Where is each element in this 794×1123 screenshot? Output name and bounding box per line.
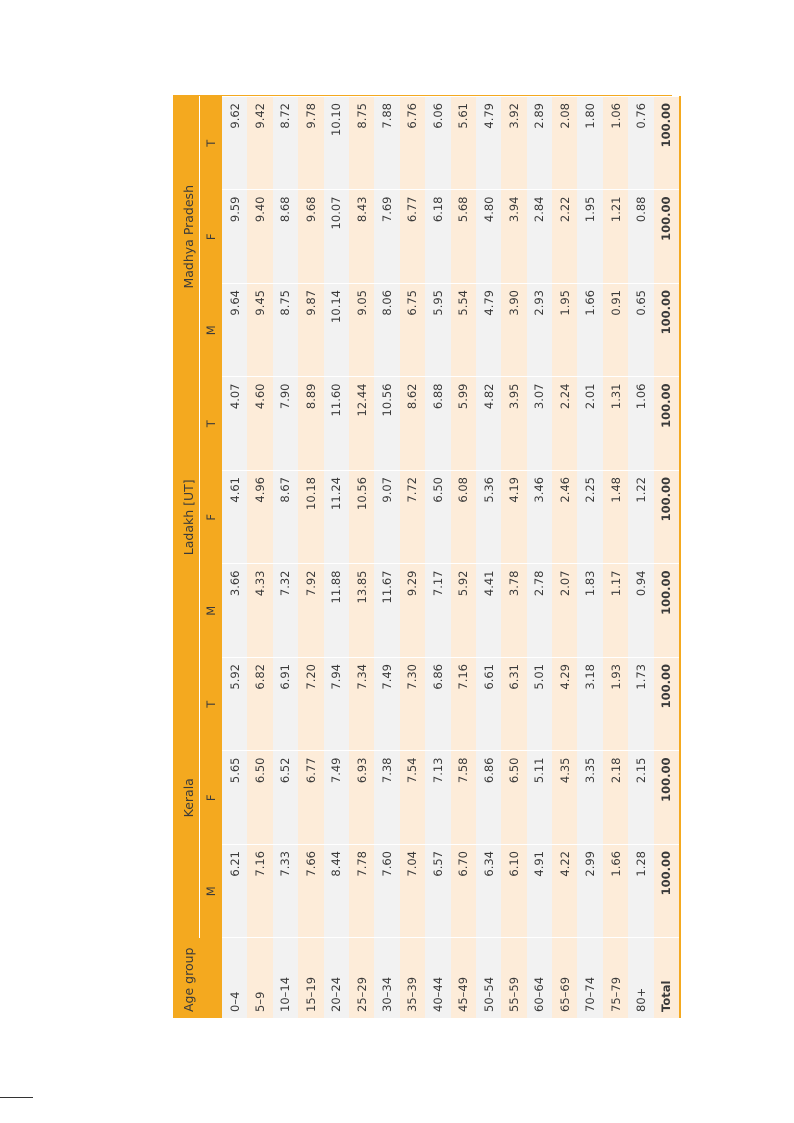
value-cell: 1.95 — [577, 190, 602, 284]
value-cell: 100.00 — [654, 845, 680, 939]
value-cell: 2.18 — [603, 751, 628, 845]
value-cell: 9.07 — [374, 471, 399, 565]
value-cell: 2.84 — [527, 190, 552, 284]
value-cell: 4.80 — [476, 190, 501, 284]
value-cell: 1.80 — [577, 97, 602, 191]
total-row — [654, 97, 680, 1019]
value-cell: 3.35 — [577, 751, 602, 845]
table-row — [247, 97, 272, 1019]
age-group-cell: 60–64 — [527, 938, 552, 1018]
value-cell: 3.66 — [222, 564, 247, 658]
value-cell: 11.67 — [374, 564, 399, 658]
age-group-cell: 40–44 — [425, 938, 450, 1018]
table-row — [400, 97, 425, 1019]
value-cell: 4.29 — [552, 658, 577, 752]
table-row — [451, 97, 476, 1019]
value-cell: 2.15 — [628, 751, 653, 845]
age-group-cell: 70–74 — [577, 938, 602, 1018]
value-cell: 8.75 — [349, 97, 374, 191]
value-cell: 5.99 — [451, 377, 476, 471]
age-group-cell: 20–24 — [324, 938, 349, 1018]
value-cell: 1.31 — [603, 377, 628, 471]
value-cell: 6.06 — [425, 97, 450, 191]
state-header-kerala: Kerala — [173, 658, 200, 939]
value-cell: 1.66 — [577, 284, 602, 378]
table-row — [552, 97, 577, 1019]
value-cell: 5.01 — [527, 658, 552, 752]
table-row — [425, 97, 450, 1019]
value-cell: 7.20 — [298, 658, 323, 752]
value-cell: 9.64 — [222, 284, 247, 378]
table-row — [603, 97, 628, 1019]
table-row — [273, 97, 298, 1019]
value-cell: 4.91 — [527, 845, 552, 939]
value-cell: 0.88 — [628, 190, 653, 284]
value-cell: 4.22 — [552, 845, 577, 939]
sub-header-m: M — [200, 564, 223, 658]
value-cell: 2.93 — [527, 284, 552, 378]
value-cell: 6.86 — [425, 658, 450, 752]
value-cell: 6.76 — [400, 97, 425, 191]
value-cell: 100.00 — [654, 658, 680, 752]
value-cell: 100.00 — [654, 564, 680, 658]
value-cell: 7.92 — [298, 564, 323, 658]
value-cell: 6.91 — [273, 658, 298, 752]
sub-header-f: F — [200, 190, 223, 284]
value-cell: 8.72 — [273, 97, 298, 191]
value-cell: 7.04 — [400, 845, 425, 939]
value-cell: 6.86 — [476, 751, 501, 845]
value-cell: 5.92 — [222, 658, 247, 752]
value-cell: 6.61 — [476, 658, 501, 752]
value-cell: 5.92 — [451, 564, 476, 658]
value-cell: 7.94 — [324, 658, 349, 752]
table-row — [374, 97, 399, 1019]
value-cell: 1.06 — [628, 377, 653, 471]
value-cell: 2.24 — [552, 377, 577, 471]
value-cell: 1.28 — [628, 845, 653, 939]
sub-header-m: M — [200, 845, 223, 939]
value-cell: 8.06 — [374, 284, 399, 378]
value-cell: 3.95 — [501, 377, 526, 471]
value-cell: 11.24 — [324, 471, 349, 565]
value-cell: 7.13 — [425, 751, 450, 845]
value-cell: 6.82 — [247, 658, 272, 752]
value-cell: 3.18 — [577, 658, 602, 752]
value-cell: 7.90 — [273, 377, 298, 471]
age-group-cell: 50–54 — [476, 938, 501, 1018]
sub-header-t: T — [200, 658, 223, 752]
value-cell: 9.68 — [298, 190, 323, 284]
value-cell: 4.41 — [476, 564, 501, 658]
age-group-cell: 45–49 — [451, 938, 476, 1018]
age-group-cell: 55–59 — [501, 938, 526, 1018]
value-cell: 1.48 — [603, 471, 628, 565]
age-group-cell: Total — [654, 938, 680, 1018]
value-cell: 8.75 — [273, 284, 298, 378]
age-group-cell: 30–34 — [374, 938, 399, 1018]
value-cell: 6.34 — [476, 845, 501, 939]
value-cell: 9.29 — [400, 564, 425, 658]
age-group-cell: 75–79 — [603, 938, 628, 1018]
value-cell: 2.01 — [577, 377, 602, 471]
value-cell: 4.96 — [247, 471, 272, 565]
age-group-cell: 80+ — [628, 938, 653, 1018]
value-cell: 7.69 — [374, 190, 399, 284]
value-cell: 5.68 — [451, 190, 476, 284]
value-cell: 10.18 — [298, 471, 323, 565]
value-cell: 2.89 — [527, 97, 552, 191]
header-row-sex — [200, 97, 223, 1019]
table-row — [222, 97, 247, 1019]
sub-header-f: F — [200, 751, 223, 845]
value-cell: 2.25 — [577, 471, 602, 565]
value-cell: 8.67 — [273, 471, 298, 565]
value-cell: 3.07 — [527, 377, 552, 471]
value-cell: 0.91 — [603, 284, 628, 378]
value-cell: 6.50 — [247, 751, 272, 845]
value-cell: 8.62 — [400, 377, 425, 471]
value-cell: 4.60 — [247, 377, 272, 471]
value-cell: 3.78 — [501, 564, 526, 658]
age-group-cell: 35–39 — [400, 938, 425, 1018]
value-cell: 0.94 — [628, 564, 653, 658]
value-cell: 3.46 — [527, 471, 552, 565]
value-cell: 9.87 — [298, 284, 323, 378]
value-cell: 8.68 — [273, 190, 298, 284]
value-cell: 6.77 — [400, 190, 425, 284]
table-row — [349, 97, 374, 1019]
value-cell: 9.40 — [247, 190, 272, 284]
sub-header-f: F — [200, 471, 223, 565]
value-cell: 10.14 — [324, 284, 349, 378]
value-cell: 6.18 — [425, 190, 450, 284]
value-cell: 3.90 — [501, 284, 526, 378]
value-cell: 1.17 — [603, 564, 628, 658]
value-cell: 6.52 — [273, 751, 298, 845]
value-cell: 6.77 — [298, 751, 323, 845]
value-cell: 7.16 — [247, 845, 272, 939]
value-cell: 7.78 — [349, 845, 374, 939]
value-cell: 9.45 — [247, 284, 272, 378]
value-cell: 1.95 — [552, 284, 577, 378]
value-cell: 5.54 — [451, 284, 476, 378]
value-cell: 1.93 — [603, 658, 628, 752]
value-cell: 1.83 — [577, 564, 602, 658]
value-cell: 2.78 — [527, 564, 552, 658]
value-cell: 5.36 — [476, 471, 501, 565]
value-cell: 9.62 — [222, 97, 247, 191]
value-cell: 7.72 — [400, 471, 425, 565]
value-cell: 100.00 — [654, 97, 680, 191]
sub-header-t: T — [200, 377, 223, 471]
value-cell: 6.75 — [400, 284, 425, 378]
table-row — [527, 97, 552, 1019]
sub-header-m: M — [200, 284, 223, 378]
value-cell: 2.46 — [552, 471, 577, 565]
value-cell: 7.32 — [273, 564, 298, 658]
table-row — [476, 97, 501, 1019]
value-cell: 6.21 — [222, 845, 247, 939]
value-cell: 1.66 — [603, 845, 628, 939]
value-cell: 7.58 — [451, 751, 476, 845]
value-cell: 8.89 — [298, 377, 323, 471]
value-cell: 6.88 — [425, 377, 450, 471]
value-cell: 1.22 — [628, 471, 653, 565]
value-cell: 10.56 — [349, 471, 374, 565]
table-body — [222, 97, 680, 1019]
value-cell: 6.57 — [425, 845, 450, 939]
value-cell: 11.60 — [324, 377, 349, 471]
value-cell: 9.78 — [298, 97, 323, 191]
value-cell: 4.82 — [476, 377, 501, 471]
value-cell: 6.93 — [349, 751, 374, 845]
value-cell: 1.21 — [603, 190, 628, 284]
value-cell: 12.44 — [349, 377, 374, 471]
value-cell: 3.92 — [501, 97, 526, 191]
value-cell: 5.95 — [425, 284, 450, 378]
value-cell: 7.17 — [425, 564, 450, 658]
age-group-cell: 25–29 — [349, 938, 374, 1018]
value-cell: 5.65 — [222, 751, 247, 845]
value-cell: 5.11 — [527, 751, 552, 845]
value-cell: 11.88 — [324, 564, 349, 658]
value-cell: 100.00 — [654, 377, 680, 471]
value-cell: 2.99 — [577, 845, 602, 939]
value-cell: 100.00 — [654, 284, 680, 378]
value-cell: 9.05 — [349, 284, 374, 378]
value-cell: 6.08 — [451, 471, 476, 565]
value-cell: 100.00 — [654, 751, 680, 845]
value-cell: 2.07 — [552, 564, 577, 658]
footer-rule — [0, 1097, 33, 1098]
value-cell: 4.19 — [501, 471, 526, 565]
state-header-madhya-pradesh: Madhya Pradesh — [173, 97, 200, 378]
age-distribution-table — [173, 96, 681, 1018]
value-cell: 7.38 — [374, 751, 399, 845]
value-cell: 7.60 — [374, 845, 399, 939]
value-cell: 7.49 — [324, 751, 349, 845]
rotated-table-container — [173, 96, 673, 1018]
table-row — [501, 97, 526, 1019]
value-cell: 0.65 — [628, 284, 653, 378]
value-cell: 7.66 — [298, 845, 323, 939]
table-row — [298, 97, 323, 1019]
table-row — [577, 97, 602, 1019]
value-cell: 4.33 — [247, 564, 272, 658]
value-cell: 6.10 — [501, 845, 526, 939]
header-blank — [200, 938, 223, 1018]
value-cell: 4.07 — [222, 377, 247, 471]
value-cell: 0.76 — [628, 97, 653, 191]
state-header-ladakh: Ladakh [UT] — [173, 377, 200, 658]
value-cell: 6.50 — [425, 471, 450, 565]
value-cell: 7.30 — [400, 658, 425, 752]
value-cell: 1.06 — [603, 97, 628, 191]
value-cell: 10.07 — [324, 190, 349, 284]
value-cell: 9.59 — [222, 190, 247, 284]
table-row — [324, 97, 349, 1019]
value-cell: 5.61 — [451, 97, 476, 191]
value-cell: 10.56 — [374, 377, 399, 471]
value-cell: 4.35 — [552, 751, 577, 845]
age-group-cell: 10–14 — [273, 938, 298, 1018]
value-cell: 7.16 — [451, 658, 476, 752]
value-cell: 9.42 — [247, 97, 272, 191]
value-cell: 100.00 — [654, 471, 680, 565]
value-cell: 4.61 — [222, 471, 247, 565]
value-cell: 4.79 — [476, 97, 501, 191]
value-cell: 7.54 — [400, 751, 425, 845]
age-group-cell: 5–9 — [247, 938, 272, 1018]
value-cell: 6.70 — [451, 845, 476, 939]
value-cell: 7.49 — [374, 658, 399, 752]
header-row-states — [173, 97, 200, 1019]
value-cell: 3.94 — [501, 190, 526, 284]
value-cell: 100.00 — [654, 190, 680, 284]
age-group-cell: 0–4 — [222, 938, 247, 1018]
age-group-cell: 15–19 — [298, 938, 323, 1018]
value-cell: 2.22 — [552, 190, 577, 284]
value-cell: 7.88 — [374, 97, 399, 191]
value-cell: 6.50 — [501, 751, 526, 845]
value-cell: 8.44 — [324, 845, 349, 939]
value-cell: 1.73 — [628, 658, 653, 752]
value-cell: 13.85 — [349, 564, 374, 658]
value-cell: 4.79 — [476, 284, 501, 378]
value-cell: 2.08 — [552, 97, 577, 191]
sub-header-t: T — [200, 97, 223, 191]
table-row — [628, 97, 653, 1019]
value-cell: 8.43 — [349, 190, 374, 284]
value-cell: 7.34 — [349, 658, 374, 752]
value-cell: 6.31 — [501, 658, 526, 752]
age-group-header: Age group — [173, 938, 200, 1018]
value-cell: 10.10 — [324, 97, 349, 191]
age-group-cell: 65–69 — [552, 938, 577, 1018]
value-cell: 7.33 — [273, 845, 298, 939]
